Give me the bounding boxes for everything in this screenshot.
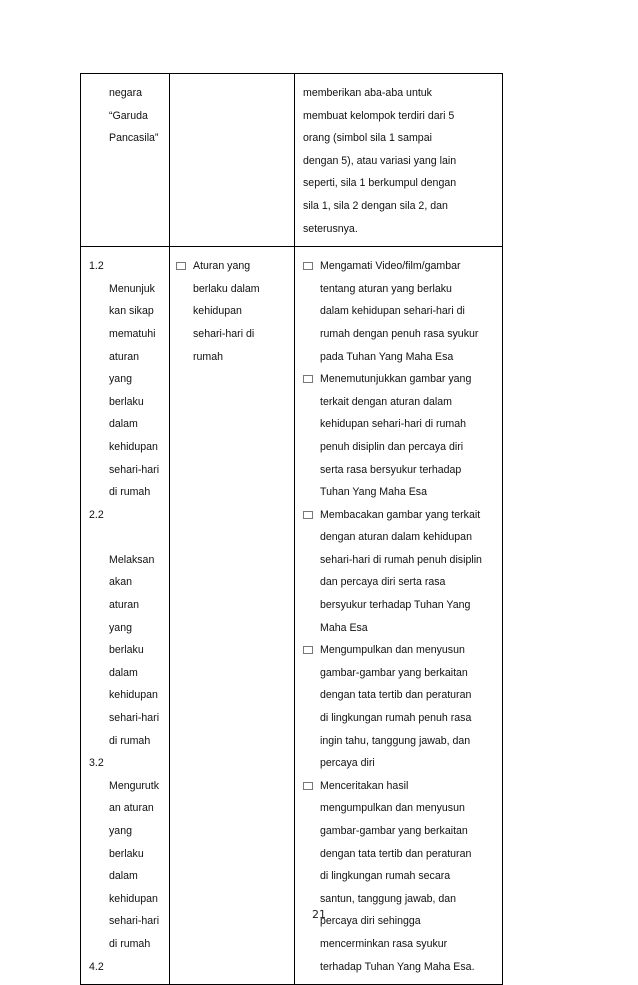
bullet-box-icon xyxy=(303,646,313,654)
kd-number: 3.2 xyxy=(89,757,104,770)
kd-text: dalam xyxy=(109,418,138,431)
kd-text: di rumah xyxy=(109,937,151,950)
kd-text: Mengurutk xyxy=(109,779,160,792)
kd-text: yang xyxy=(109,621,132,634)
kegiatan-text: Maha Esa xyxy=(320,621,368,634)
bullet-box-icon xyxy=(303,511,313,519)
kegiatan-text: kehidupan sehari-hari di rumah xyxy=(320,418,467,431)
kegiatan-text: percaya diri xyxy=(320,757,375,770)
kd-text: aturan xyxy=(109,599,140,612)
kegiatan-cell xyxy=(295,74,503,247)
kd-text: Menunjuk xyxy=(109,282,155,295)
kegiatan-text: dengan tata tertib dan peraturan xyxy=(320,689,472,702)
kegiatan-text: gambar-gambar yang berkaitan xyxy=(320,666,468,679)
kd-text: berlaku xyxy=(109,395,144,408)
table-row xyxy=(81,74,503,247)
bullet-text: Aturan yang xyxy=(193,260,251,273)
kd-text: yang xyxy=(109,825,132,837)
kd-number: 4.2 xyxy=(89,960,104,973)
kegiatan-text: dengan aturan dalam kehidupan xyxy=(320,531,472,544)
materi-text: berlaku dalam xyxy=(193,282,260,295)
kegiatan-text: terhadap Tuhan Yang Maha Esa. xyxy=(320,960,475,973)
kegiatan-cell xyxy=(295,247,503,985)
kegiatan-text: tentang aturan yang berlaku xyxy=(320,282,452,295)
kd-text: di rumah xyxy=(109,486,151,499)
kegiatan-text: dengan 5), atau variasi yang lain xyxy=(303,154,457,167)
kegiatan-text: di lingkungan rumah secara xyxy=(320,870,451,883)
kd-text: sehari-hari xyxy=(109,915,160,928)
kd-number: 2.2 xyxy=(89,508,104,521)
bullet-item xyxy=(303,255,502,278)
kd-text: di rumah xyxy=(109,734,151,747)
kegiatan-text: mencerminkan rasa syukur xyxy=(320,937,448,950)
kd-text: sehari-hari xyxy=(109,463,160,476)
kd-text: mematuhi xyxy=(109,327,156,340)
kd-number: 1.2 xyxy=(89,260,104,273)
materi-text: kehidupan xyxy=(193,305,242,318)
kegiatan-text: Tuhan Yang Maha Esa xyxy=(320,486,427,499)
kd-text: akan xyxy=(109,576,132,589)
table-row xyxy=(81,247,503,985)
kd-text: yang xyxy=(109,373,132,386)
kd-text: berlaku xyxy=(109,847,144,860)
kompetensi-text: negara xyxy=(109,87,142,99)
materi-text: rumah xyxy=(193,350,224,363)
kd-text: an aturan xyxy=(109,802,154,815)
bullet-item xyxy=(303,775,502,798)
kegiatan-text: di lingkungan rumah penuh rasa xyxy=(320,712,472,725)
kd-text: kehidupan xyxy=(109,689,158,702)
kegiatan-text: ingin tahu, tanggung jawab, dan xyxy=(320,734,471,747)
kd-text: kan sikap xyxy=(109,305,154,318)
bullet-text: Menceritakan hasil xyxy=(320,779,409,792)
kegiatan-text: sila 1, sila 2 dengan sila 2, dan xyxy=(303,199,448,212)
kegiatan-text: membuat kelompok terdiri dari 5 xyxy=(303,109,455,122)
kompetensi-text: “Garuda xyxy=(109,109,148,122)
kegiatan-text: percaya diri sehingga xyxy=(320,915,421,928)
bullet-text: Mengamati Video/film/gambar xyxy=(320,260,461,273)
kegiatan-text: sehari-hari di rumah penuh disiplin xyxy=(320,553,482,566)
bullet-text: Mengumpulkan dan menyusun xyxy=(320,644,465,657)
materi-cell xyxy=(170,74,295,247)
kegiatan-text: memberikan aba-aba untuk xyxy=(303,87,432,99)
bullet-box-icon xyxy=(303,782,313,790)
bullet-box-icon xyxy=(176,262,186,270)
kompetensi-cell xyxy=(81,247,170,985)
bullet-box-icon xyxy=(303,375,313,383)
kompetensi-text: Pancasila” xyxy=(109,132,159,145)
kd-text: kehidupan xyxy=(109,892,158,905)
kegiatan-text: orang (simbol sila 1 sampai xyxy=(303,132,432,145)
kegiatan-text: dengan tata tertib dan peraturan xyxy=(320,847,472,860)
kegiatan-text: seterusnya. xyxy=(303,222,358,235)
kegiatan-text: santun, tanggung jawab, dan xyxy=(320,892,457,905)
kegiatan-text: serta rasa bersyukur terhadap xyxy=(320,463,462,476)
curriculum-table xyxy=(80,73,503,985)
kd-text: dalam xyxy=(109,666,138,679)
kd-text: Melaksan xyxy=(109,553,155,566)
bullet-item xyxy=(303,504,502,527)
kegiatan-text: mengumpulkan dan menyusun xyxy=(320,802,465,815)
page-number: 21 xyxy=(312,908,326,921)
bullet-item xyxy=(303,368,502,391)
kegiatan-text: penuh disiplin dan percaya diri xyxy=(320,440,464,453)
kegiatan-text: gambar-gambar yang berkaitan xyxy=(320,825,468,837)
kd-text: berlaku xyxy=(109,644,144,657)
bullet-item xyxy=(176,255,294,278)
bullet-text: Membacakan gambar yang terkait xyxy=(320,508,481,521)
kegiatan-text: dan percaya diri serta rasa xyxy=(320,576,446,589)
kd-text: kehidupan xyxy=(109,440,158,453)
kegiatan-text: bersyukur terhadap Tuhan Yang xyxy=(320,599,471,612)
kd-text: aturan xyxy=(109,350,140,363)
bullet-item xyxy=(303,639,502,662)
kd-text: sehari-hari xyxy=(109,712,160,725)
kegiatan-text: seperti, sila 1 berkumpul dengan xyxy=(303,177,457,190)
bullet-box-icon xyxy=(303,262,313,270)
bullet-text: Menemutunjukkan gambar yang xyxy=(320,373,472,386)
kegiatan-text: rumah dengan penuh rasa syukur xyxy=(320,327,479,340)
kegiatan-text: terkait dengan aturan dalam xyxy=(320,395,452,408)
kd-text: dalam xyxy=(109,870,138,883)
kegiatan-text: dalam kehidupan sehari-hari di xyxy=(320,305,465,318)
kegiatan-text: pada Tuhan Yang Maha Esa xyxy=(320,350,454,363)
materi-cell xyxy=(170,247,295,985)
materi-text: sehari-hari di xyxy=(193,327,255,340)
kompetensi-cell xyxy=(81,74,170,247)
